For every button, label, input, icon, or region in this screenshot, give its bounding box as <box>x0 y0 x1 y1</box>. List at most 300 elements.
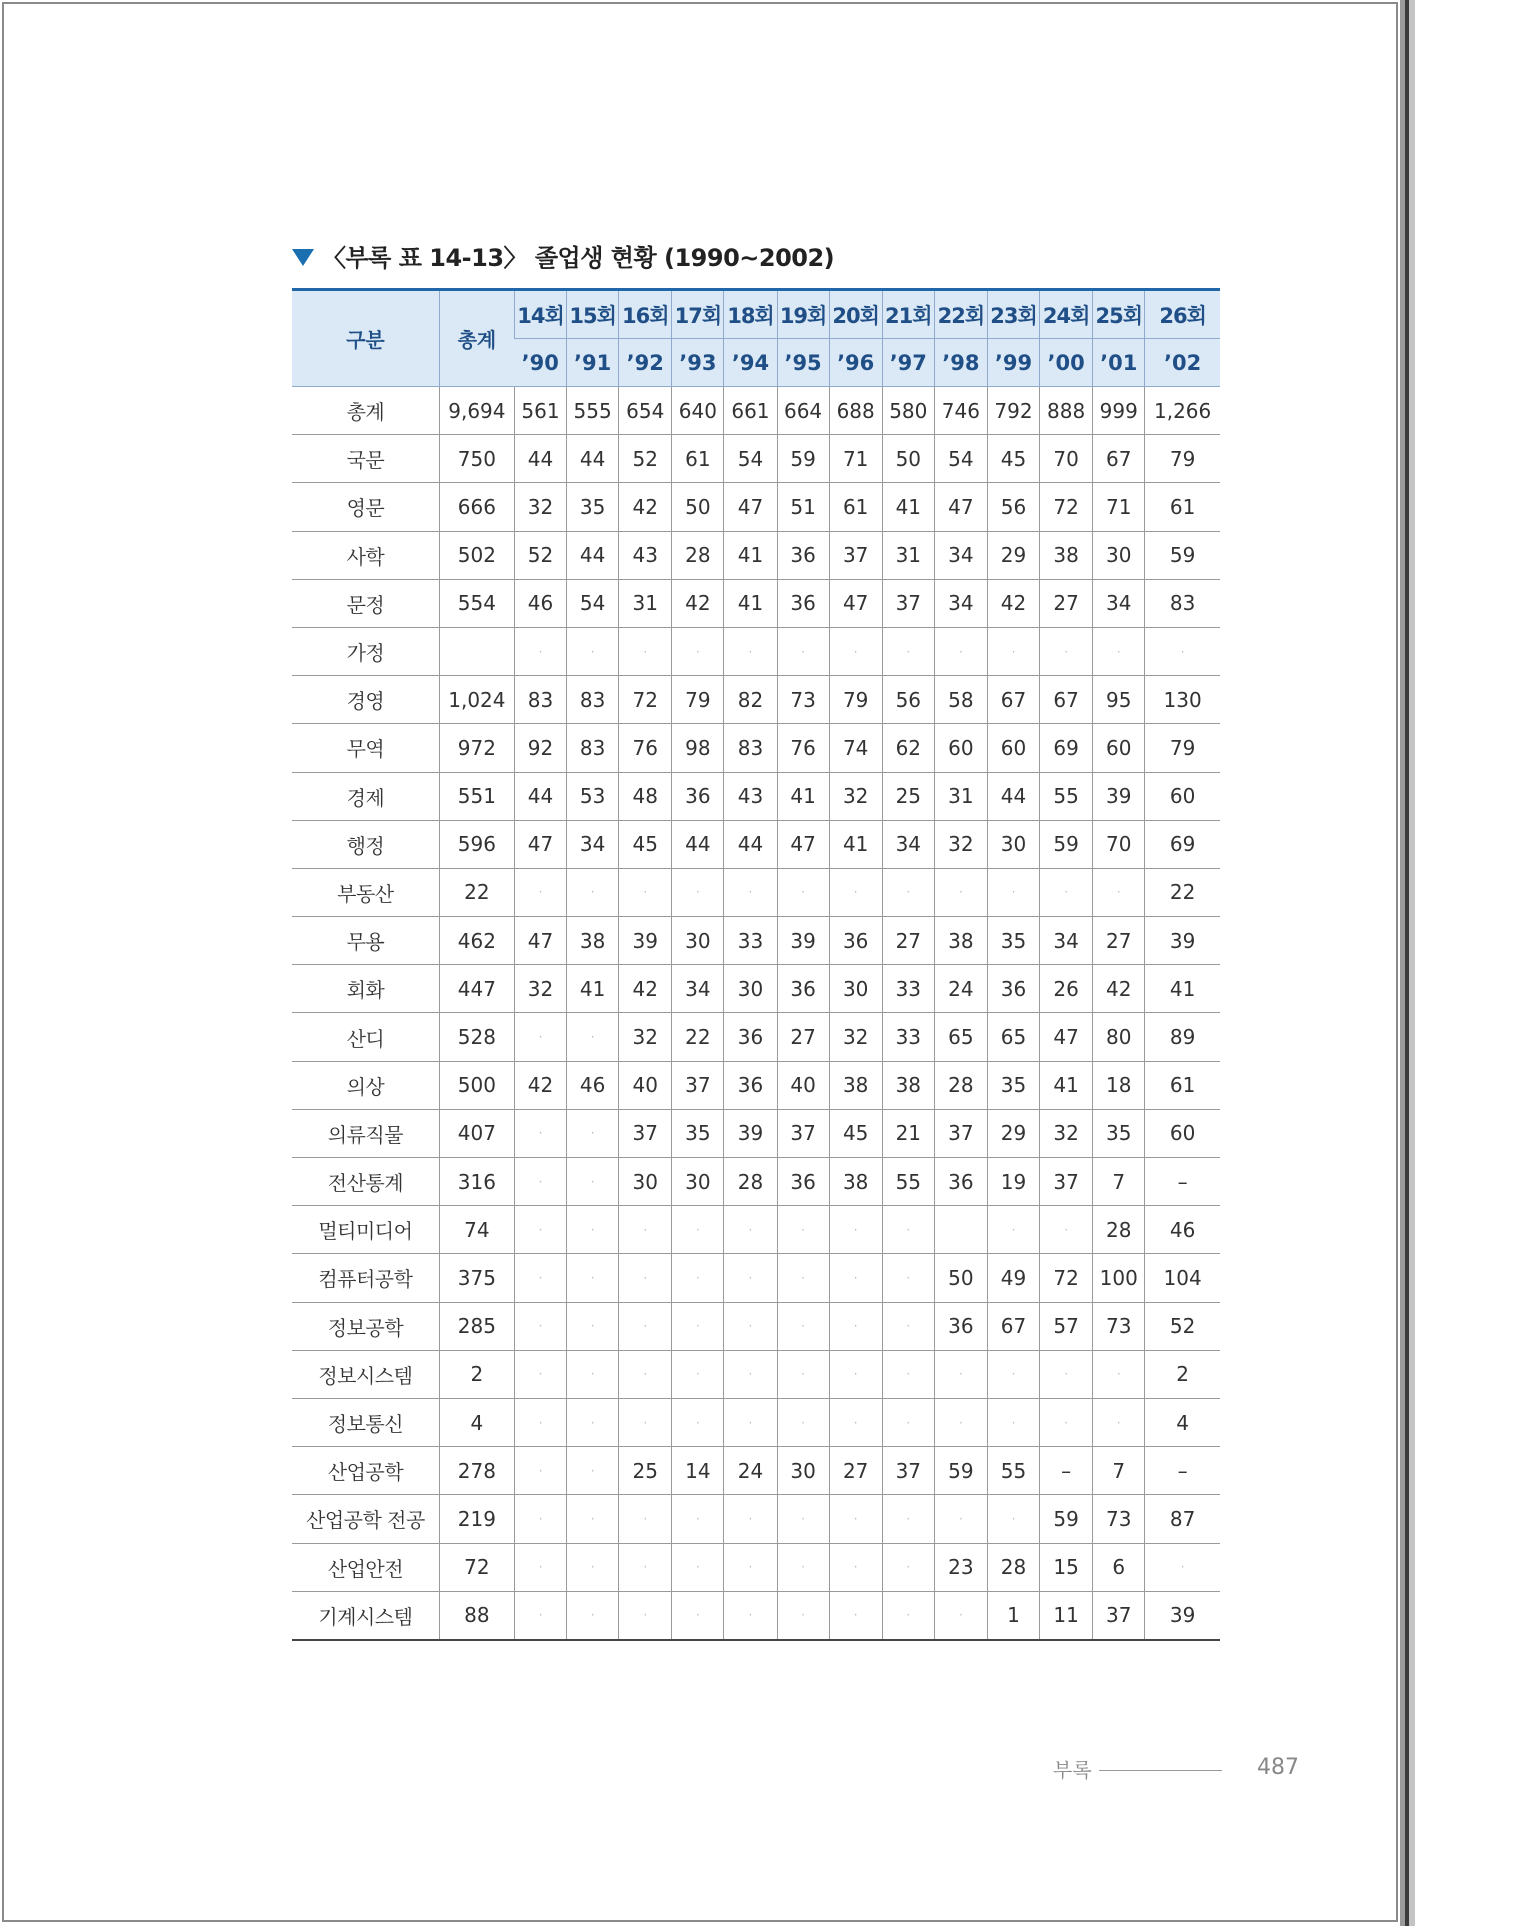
row-category: 경영 <box>292 676 439 724</box>
row-value: · <box>672 1495 724 1543</box>
row-value: 44 <box>514 772 566 820</box>
row-value: · <box>1093 868 1145 916</box>
row-value: · <box>619 1398 672 1446</box>
row-value: – <box>1040 1447 1093 1495</box>
row-value: · <box>724 868 777 916</box>
row-value: · <box>777 1254 829 1302</box>
row-value: 43 <box>724 772 777 820</box>
row-value: · <box>567 1109 619 1157</box>
row-value: 888 <box>1040 387 1093 435</box>
row-value: · <box>672 1398 724 1446</box>
row-value: 72 <box>1040 483 1093 531</box>
row-value: 57 <box>1040 1302 1093 1350</box>
row-value: 61 <box>1145 483 1220 531</box>
header-year: ’00 <box>1040 339 1093 387</box>
row-value: 34 <box>1093 579 1145 627</box>
row-value: 36 <box>777 579 829 627</box>
row-value: 30 <box>724 965 777 1013</box>
row-value: · <box>619 1206 672 1254</box>
row-value: 34 <box>934 579 987 627</box>
row-value: · <box>882 1398 934 1446</box>
row-value: 35 <box>1093 1109 1145 1157</box>
row-value: 28 <box>1093 1206 1145 1254</box>
row-value: 83 <box>1145 579 1220 627</box>
row-value: · <box>724 627 777 675</box>
row-value: 76 <box>619 724 672 772</box>
row-value: · <box>619 1495 672 1543</box>
row-value: 79 <box>1145 724 1220 772</box>
row-category: 산업공학 <box>292 1447 439 1495</box>
row-value: · <box>514 1254 566 1302</box>
row-value: 72 <box>619 676 672 724</box>
row-value: 31 <box>934 772 987 820</box>
row-value: · <box>724 1543 777 1591</box>
row-value: 100 <box>1093 1254 1145 1302</box>
row-value: · <box>882 1591 934 1640</box>
header-year: ’02 <box>1145 339 1220 387</box>
row-value: 41 <box>829 820 882 868</box>
row-value: 67 <box>1040 676 1093 724</box>
row-value: · <box>514 868 566 916</box>
row-value: 30 <box>672 917 724 965</box>
row-value: · <box>1040 1350 1093 1398</box>
table-row <box>292 1254 1220 1302</box>
table-header <box>292 290 1220 387</box>
row-value: 688 <box>829 387 882 435</box>
row-value: · <box>514 1543 566 1591</box>
row-value: · <box>619 1591 672 1640</box>
row-value: · <box>567 1543 619 1591</box>
row-value: 25 <box>619 1447 672 1495</box>
row-value: · <box>777 1206 829 1254</box>
row-value: · <box>882 1302 934 1350</box>
row-value: · <box>829 1302 882 1350</box>
header-year: ’93 <box>672 339 724 387</box>
table-title-text: 〈부록 표 14-13〉 졸업생 현황 (1990~2002) <box>322 244 835 272</box>
row-value: · <box>619 1302 672 1350</box>
table-row <box>292 1109 1220 1157</box>
table-row <box>292 483 1220 531</box>
row-value: 60 <box>1145 1109 1220 1157</box>
row-value: 22 <box>672 1013 724 1061</box>
row-value: 661 <box>724 387 777 435</box>
row-value: 52 <box>514 531 566 579</box>
table-row <box>292 435 1220 483</box>
row-value: 41 <box>724 579 777 627</box>
row-value: · <box>829 868 882 916</box>
row-value: 36 <box>777 965 829 1013</box>
row-value: 27 <box>1040 579 1093 627</box>
header-session: 26회 <box>1145 290 1220 339</box>
row-total: 22 <box>439 868 514 916</box>
row-total: 666 <box>439 483 514 531</box>
row-value: 83 <box>567 676 619 724</box>
row-category: 산업안전 <box>292 1543 439 1591</box>
row-value: · <box>724 1398 777 1446</box>
row-value: · <box>934 627 987 675</box>
header-year: ’95 <box>777 339 829 387</box>
row-value: 41 <box>777 772 829 820</box>
row-value: · <box>1040 868 1093 916</box>
row-total: 551 <box>439 772 514 820</box>
row-value: · <box>829 1591 882 1640</box>
row-value: 37 <box>1093 1591 1145 1640</box>
row-value: · <box>619 1543 672 1591</box>
row-value: 6 <box>1093 1543 1145 1591</box>
row-value: 38 <box>1040 531 1093 579</box>
row-total: 72 <box>439 1543 514 1591</box>
table-row <box>292 1591 1220 1640</box>
row-value: 50 <box>672 483 724 531</box>
row-value: 39 <box>724 1109 777 1157</box>
row-value: 74 <box>829 724 882 772</box>
header-year: ’98 <box>934 339 987 387</box>
row-total: 74 <box>439 1206 514 1254</box>
row-value: 555 <box>567 387 619 435</box>
row-value: 30 <box>777 1447 829 1495</box>
row-value: · <box>514 1109 566 1157</box>
row-value: · <box>882 1350 934 1398</box>
header-year: ’92 <box>619 339 672 387</box>
row-value: · <box>672 1591 724 1640</box>
row-value: · <box>987 1350 1039 1398</box>
table-row <box>292 965 1220 1013</box>
row-category: 총계 <box>292 387 439 435</box>
row-value: · <box>934 1591 987 1640</box>
row-value: · <box>1093 1350 1145 1398</box>
header-year: ’97 <box>882 339 934 387</box>
row-value: 98 <box>672 724 724 772</box>
row-value: 28 <box>934 1061 987 1109</box>
row-category: 전산통계 <box>292 1158 439 1206</box>
row-value: 32 <box>1040 1109 1093 1157</box>
row-total: 750 <box>439 435 514 483</box>
row-value: 32 <box>514 965 566 1013</box>
row-value: – <box>1145 1447 1220 1495</box>
row-value: 45 <box>987 435 1039 483</box>
row-value: 67 <box>1093 435 1145 483</box>
row-total: 554 <box>439 579 514 627</box>
row-category: 부동산 <box>292 868 439 916</box>
header-row-sessions <box>292 290 1220 339</box>
row-value: 34 <box>882 820 934 868</box>
row-category: 문정 <box>292 579 439 627</box>
row-value: 83 <box>567 724 619 772</box>
row-total: 528 <box>439 1013 514 1061</box>
row-category: 멀티미디어 <box>292 1206 439 1254</box>
row-value: · <box>882 1495 934 1543</box>
table-row <box>292 1061 1220 1109</box>
row-value: 55 <box>882 1158 934 1206</box>
row-value: 33 <box>882 1013 934 1061</box>
row-value: 31 <box>882 531 934 579</box>
row-value: 38 <box>829 1158 882 1206</box>
row-category: 정보공학 <box>292 1302 439 1350</box>
row-value: 48 <box>619 772 672 820</box>
header-year: ’94 <box>724 339 777 387</box>
row-value: 28 <box>987 1543 1039 1591</box>
row-value: 14 <box>672 1447 724 1495</box>
row-value: 38 <box>934 917 987 965</box>
row-value: 37 <box>1040 1158 1093 1206</box>
row-value: 37 <box>882 1447 934 1495</box>
row-value: 39 <box>1145 1591 1220 1640</box>
footer-label: 부록 <box>1053 1758 1092 1782</box>
table-row <box>292 820 1220 868</box>
row-value: · <box>672 1543 724 1591</box>
row-value: · <box>1145 627 1220 675</box>
row-value: 39 <box>777 917 829 965</box>
row-value: 35 <box>672 1109 724 1157</box>
row-value: · <box>514 1206 566 1254</box>
row-total: 88 <box>439 1591 514 1640</box>
row-value: 47 <box>514 820 566 868</box>
header-session: 14회 <box>514 290 566 339</box>
row-category: 컴퓨터공학 <box>292 1254 439 1302</box>
row-value: · <box>777 868 829 916</box>
row-value: 7 <box>1093 1158 1145 1206</box>
row-value: 41 <box>1145 965 1220 1013</box>
row-value: 746 <box>934 387 987 435</box>
row-total: 447 <box>439 965 514 1013</box>
row-value: 37 <box>934 1109 987 1157</box>
table-row <box>292 627 1220 675</box>
row-category: 국문 <box>292 435 439 483</box>
row-value: 71 <box>829 435 882 483</box>
row-category: 정보시스템 <box>292 1350 439 1398</box>
row-value: 47 <box>777 820 829 868</box>
row-value: 60 <box>934 724 987 772</box>
row-value: 44 <box>567 435 619 483</box>
row-value: · <box>514 1158 566 1206</box>
row-value: · <box>672 627 724 675</box>
page-edge-light <box>1409 0 1415 1926</box>
row-value: 47 <box>514 917 566 965</box>
header-session: 17회 <box>672 290 724 339</box>
footer-divider <box>1099 1770 1222 1771</box>
row-value <box>934 1206 987 1254</box>
row-value: 580 <box>882 387 934 435</box>
row-value: 42 <box>619 965 672 1013</box>
row-value: 69 <box>1145 820 1220 868</box>
row-value: 25 <box>882 772 934 820</box>
row-value: 40 <box>777 1061 829 1109</box>
row-value: 61 <box>672 435 724 483</box>
row-value: 36 <box>724 1061 777 1109</box>
row-value: · <box>567 1447 619 1495</box>
row-value: 37 <box>619 1109 672 1157</box>
row-value: · <box>987 1206 1039 1254</box>
header-year: ’99 <box>987 339 1039 387</box>
row-value: · <box>672 1350 724 1398</box>
row-value: 65 <box>934 1013 987 1061</box>
row-value: · <box>829 627 882 675</box>
row-category: 행정 <box>292 820 439 868</box>
row-value: 4 <box>1145 1398 1220 1446</box>
table-row <box>292 531 1220 579</box>
header-session: 22회 <box>934 290 987 339</box>
row-value: · <box>934 868 987 916</box>
row-category: 의류직물 <box>292 1109 439 1157</box>
row-value: 42 <box>514 1061 566 1109</box>
table-row <box>292 868 1220 916</box>
table-row <box>292 1543 1220 1591</box>
row-value: · <box>672 1254 724 1302</box>
row-value: · <box>829 1495 882 1543</box>
row-value: 65 <box>987 1013 1039 1061</box>
row-value: 664 <box>777 387 829 435</box>
row-value: 60 <box>987 724 1039 772</box>
row-value: · <box>567 1254 619 1302</box>
table-row <box>292 1206 1220 1254</box>
table-row <box>292 724 1220 772</box>
row-value: 37 <box>882 579 934 627</box>
row-value: · <box>1145 1543 1220 1591</box>
row-value: 95 <box>1093 676 1145 724</box>
table-row <box>292 387 1220 435</box>
row-value: 79 <box>672 676 724 724</box>
row-value: – <box>1145 1158 1220 1206</box>
header-session: 20회 <box>829 290 882 339</box>
row-value: · <box>1093 1398 1145 1446</box>
row-total: 972 <box>439 724 514 772</box>
row-value: · <box>829 1398 882 1446</box>
row-value: 36 <box>672 772 724 820</box>
row-value: 73 <box>1093 1495 1145 1543</box>
row-value: 36 <box>777 1158 829 1206</box>
row-value: 33 <box>882 965 934 1013</box>
row-category: 산업공학 전공 <box>292 1495 439 1543</box>
row-value: 60 <box>1145 772 1220 820</box>
header-session: 15회 <box>567 290 619 339</box>
table-body <box>292 387 1220 1640</box>
row-value: · <box>724 1350 777 1398</box>
row-value: · <box>567 1495 619 1543</box>
row-value: 30 <box>619 1158 672 1206</box>
row-value: · <box>934 1350 987 1398</box>
row-value: 561 <box>514 387 566 435</box>
row-value: 72 <box>1040 1254 1093 1302</box>
row-value: · <box>567 1013 619 1061</box>
row-value: · <box>619 627 672 675</box>
header-session: 23회 <box>987 290 1039 339</box>
table-row <box>292 1013 1220 1061</box>
row-value: 52 <box>619 435 672 483</box>
row-total: 219 <box>439 1495 514 1543</box>
row-value: 56 <box>987 483 1039 531</box>
row-value: 2 <box>1145 1350 1220 1398</box>
row-value: 29 <box>987 531 1039 579</box>
row-value: 58 <box>934 676 987 724</box>
row-value: · <box>724 1254 777 1302</box>
row-value: 92 <box>514 724 566 772</box>
row-value: 26 <box>1040 965 1093 1013</box>
row-category: 무용 <box>292 917 439 965</box>
row-value: 130 <box>1145 676 1220 724</box>
row-value: 56 <box>882 676 934 724</box>
row-value: · <box>934 1495 987 1543</box>
row-value: · <box>619 1254 672 1302</box>
row-value: 792 <box>987 387 1039 435</box>
row-value: 37 <box>829 531 882 579</box>
row-value: · <box>567 868 619 916</box>
row-value: 44 <box>724 820 777 868</box>
row-category: 가정 <box>292 627 439 675</box>
row-value: 70 <box>1040 435 1093 483</box>
row-value: 70 <box>1093 820 1145 868</box>
row-value: · <box>934 1398 987 1446</box>
row-value: 34 <box>567 820 619 868</box>
row-value: · <box>514 1447 566 1495</box>
row-value: · <box>514 1591 566 1640</box>
row-total: 316 <box>439 1158 514 1206</box>
row-value: · <box>777 1591 829 1640</box>
row-value: 28 <box>724 1158 777 1206</box>
row-value: 61 <box>1145 1061 1220 1109</box>
row-value: · <box>987 627 1039 675</box>
row-value: 62 <box>882 724 934 772</box>
row-value: 79 <box>829 676 882 724</box>
row-value: · <box>829 1350 882 1398</box>
row-value: 27 <box>1093 917 1145 965</box>
row-value: · <box>567 1206 619 1254</box>
row-value: 59 <box>1040 820 1093 868</box>
row-value: 41 <box>724 531 777 579</box>
row-value: 37 <box>777 1109 829 1157</box>
row-value: · <box>567 1302 619 1350</box>
row-value: 640 <box>672 387 724 435</box>
row-value: 36 <box>934 1302 987 1350</box>
row-value: 35 <box>987 1061 1039 1109</box>
row-value: 41 <box>882 483 934 531</box>
header-category: 구분 <box>292 290 439 387</box>
row-value: 82 <box>724 676 777 724</box>
table-row <box>292 1158 1220 1206</box>
row-value: 46 <box>514 579 566 627</box>
row-value: · <box>882 627 934 675</box>
row-total: 462 <box>439 917 514 965</box>
row-value: 55 <box>987 1447 1039 1495</box>
row-value: 39 <box>1145 917 1220 965</box>
row-value: 42 <box>672 579 724 627</box>
row-value: 54 <box>567 579 619 627</box>
row-value: 36 <box>777 531 829 579</box>
row-value: 54 <box>724 435 777 483</box>
row-value: 43 <box>619 531 672 579</box>
row-value: 49 <box>987 1254 1039 1302</box>
row-value: 67 <box>987 1302 1039 1350</box>
row-value: · <box>619 1350 672 1398</box>
row-value: · <box>724 1591 777 1640</box>
header-session: 16회 <box>619 290 672 339</box>
row-value: 21 <box>882 1109 934 1157</box>
row-value: 32 <box>829 1013 882 1061</box>
row-value: · <box>514 1013 566 1061</box>
row-value: 15 <box>1040 1543 1093 1591</box>
row-value: 42 <box>987 579 1039 627</box>
row-total: 9,694 <box>439 387 514 435</box>
row-value: 80 <box>1093 1013 1145 1061</box>
row-value: 50 <box>934 1254 987 1302</box>
row-value: 24 <box>724 1447 777 1495</box>
row-value: · <box>777 1398 829 1446</box>
table-row <box>292 1398 1220 1446</box>
row-value: 35 <box>987 917 1039 965</box>
row-value: 59 <box>777 435 829 483</box>
header-session: 19회 <box>777 290 829 339</box>
row-value: · <box>1093 627 1145 675</box>
row-value: 46 <box>1145 1206 1220 1254</box>
